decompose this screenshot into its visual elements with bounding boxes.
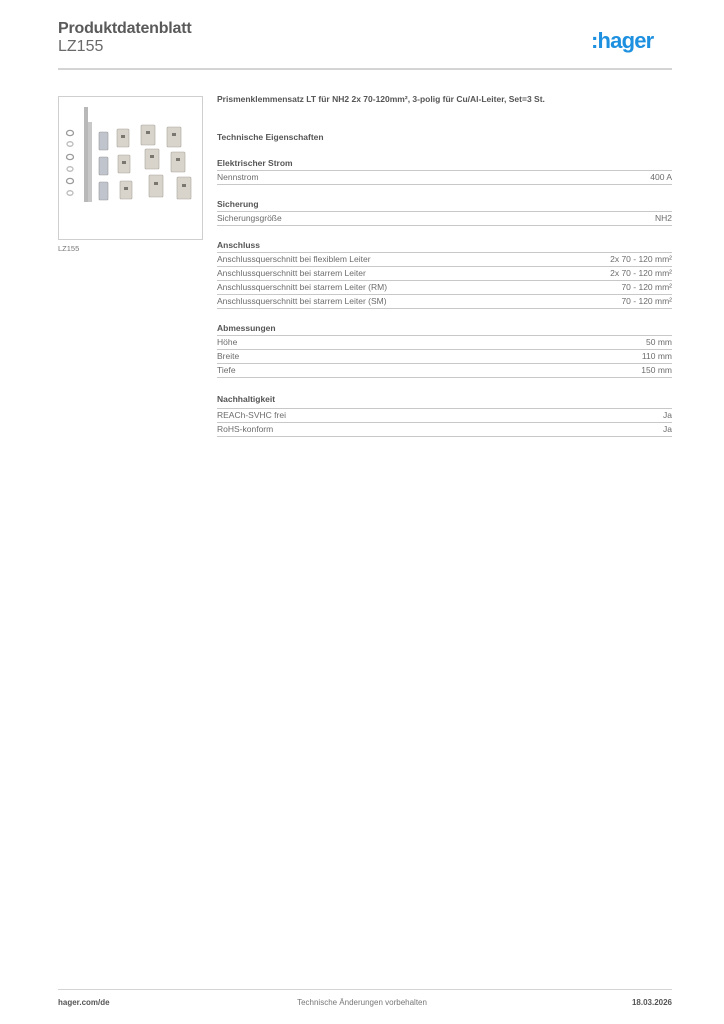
section-title: Elektrischer Strom xyxy=(217,158,672,171)
section-title: Sicherung xyxy=(217,199,672,212)
spec-value: NH2 xyxy=(654,213,672,223)
spec-label: Anschlussquerschnitt bei starrem Leiter (RM) xyxy=(217,282,388,292)
product-description: Prismenklemmensatz LT für NH2 2x 70-120mm², 3-polig für Cu/Al-Leiter, Set=3 St. xyxy=(217,94,545,104)
spec-value: 70 - 120 mm² xyxy=(621,296,672,306)
spec-label: Breite xyxy=(217,351,240,361)
spec-label: Anschlussquerschnitt bei flexiblem Leiter xyxy=(217,254,371,264)
spec-row xyxy=(217,336,672,350)
spec-label: Anschlussquerschnitt bei starrem Leiter (SM) xyxy=(217,296,387,306)
spec-row xyxy=(217,409,672,423)
section-sustainability xyxy=(217,394,672,437)
section-fuse xyxy=(217,199,672,226)
footer-website-link[interactable]: hager.com/de xyxy=(58,998,110,1007)
section-dimensions xyxy=(217,323,672,378)
spec-value: Ja xyxy=(663,410,672,420)
spec-value: 150 mm xyxy=(641,365,672,375)
spec-row xyxy=(217,212,672,226)
section-title: Abmessungen xyxy=(217,323,672,336)
spec-row xyxy=(217,171,672,185)
spec-value: 110 mm xyxy=(641,351,672,361)
spec-row xyxy=(217,267,672,281)
spec-row xyxy=(217,350,672,364)
section-title: Anschluss xyxy=(217,240,672,253)
spec-row xyxy=(217,295,672,309)
spec-value: Ja xyxy=(663,424,672,434)
section-title: Nachhaltigkeit xyxy=(217,394,672,409)
hager-logo: :hager xyxy=(591,28,654,53)
spec-label: Tiefe xyxy=(217,365,236,375)
technical-properties-heading: Technische Eigenschaften xyxy=(217,132,324,142)
section-connection xyxy=(217,240,672,309)
product-photo-icon xyxy=(59,97,202,239)
spec-value: 70 - 120 mm² xyxy=(621,282,672,292)
footer-divider xyxy=(58,989,672,990)
spec-row xyxy=(217,423,672,437)
spec-label: Höhe xyxy=(217,337,238,347)
spec-row xyxy=(217,364,672,378)
spec-value: 400 A xyxy=(650,172,672,182)
spec-value: 2x 70 - 120 mm² xyxy=(610,254,672,264)
section-electric-current xyxy=(217,158,672,185)
page-title: Produktdatenblatt xyxy=(58,20,192,37)
specs-content xyxy=(217,94,672,437)
spec-label: Nennstrom xyxy=(217,172,259,182)
product-image xyxy=(58,96,203,240)
product-code: LZ155 xyxy=(58,38,104,55)
footer-date: 18.03.2026 xyxy=(631,998,672,1007)
spec-label: REACh-SVHC frei xyxy=(217,410,286,420)
spec-label: RoHS-konform xyxy=(217,424,274,434)
spec-value: 50 mm xyxy=(646,337,672,347)
spec-label: Anschlussquerschnitt bei starrem Leiter xyxy=(217,268,366,278)
footer-disclaimer: Technische Änderungen vorbehalten xyxy=(297,998,427,1007)
spec-label: Sicherungsgröße xyxy=(217,213,282,223)
image-caption: LZ155 xyxy=(58,244,80,253)
spec-row xyxy=(217,281,672,295)
header-divider xyxy=(58,68,672,70)
spec-value: 2x 70 - 120 mm² xyxy=(610,268,672,278)
spec-row xyxy=(217,253,672,267)
